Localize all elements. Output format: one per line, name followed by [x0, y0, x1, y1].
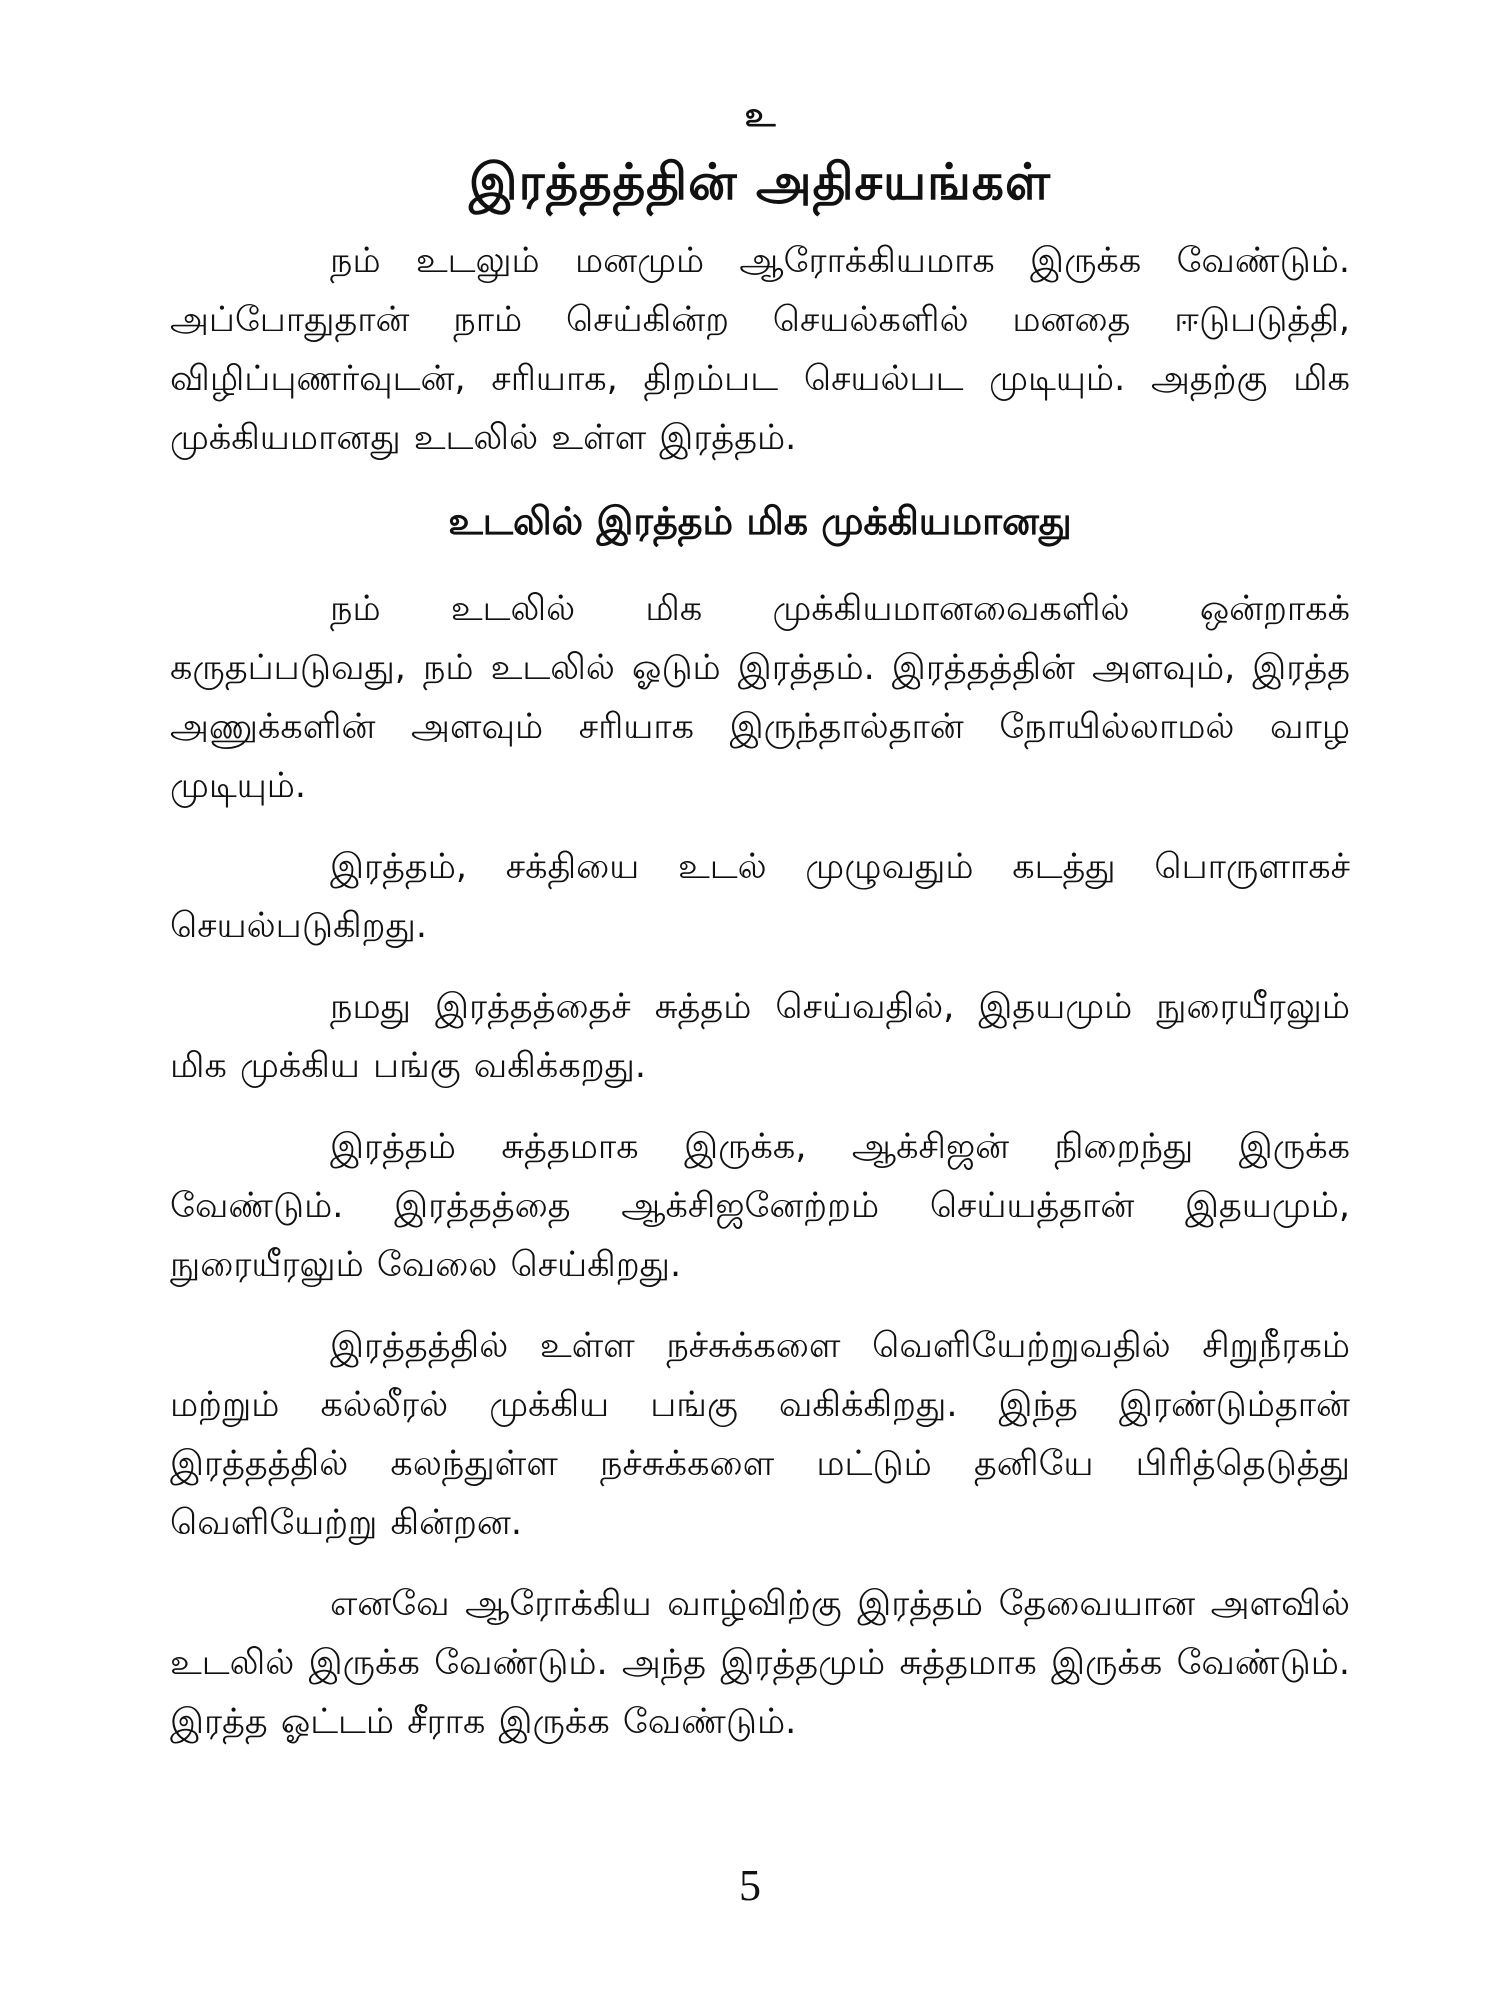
intro-paragraph: நம் உடலும் மனமும் ஆரோக்கியமாக இருக்க வேண்டும். அப்போதுதான் நாம் செய்கின்ற செயல்களில் மனதை ஈடுபடுத்தி, விழிப்புணர்வுடன், சரியாக, திறம்பட செயல்பட முடியும். அதற்கு மிக முக்கியமானது உடலில் உள்ள இரத்தம்.	[170, 241, 1350, 458]
page-number: 5	[739, 1861, 761, 1910]
page-body	[170, 90, 1350, 1774]
paragraph-1: நம் உடலில் மிக முக்கியமானவைகளில் ஒன்றாகக் கருதப்படுவது, நம் உடலில் ஓடும் இரத்தம். இரத்தத்தின் அளவும், இரத்த அணுக்களின் அளவும் சரியாக இருந்தால்தான் நோயில்லாமல் வாழ முடியும்.	[170, 589, 1350, 806]
page-title: இரத்தத்தின் அதிசயங்கள்	[468, 153, 1052, 211]
paragraph-4: இரத்தம் சுத்தமாக இருக்க, ஆக்சிஜன் நிறைந்து இருக்க வேண்டும். இரத்தத்தை ஆக்சிஜனேற்றம் செய்யத்தான் இதயமும், நுரையீரலும் வேலை செய்கிறது.	[170, 1127, 1350, 1285]
section-subtitle: உடலில் இரத்தம் மிக முக்கியமானது	[448, 499, 1072, 543]
paragraph-3: நமது இரத்தத்தைச் சுத்தம் செய்வதில், இதயமும் நுரையீரலும் மிக முக்கிய பங்கு வகிக்கறது.	[170, 987, 1350, 1086]
paragraph-5: இரத்தத்தில் உள்ள நச்சுக்களை வெளியேற்றுவதில் சிறுநீரகம் மற்றும் கல்லீரல் முக்கிய பங்கு வகிக்கிறது. இந்த இரண்டும்தான் இரத்தத்தில் கலந்துள்ள நச்சுக்களை மட்டும் தனியே பிரித்தெடுத்து வெளியேற்று கின்றன.	[170, 1326, 1350, 1543]
paragraph-2: இரத்தம், சக்தியை உடல் முழுவதும் கடத்து பொருளாகச் செயல்படுகிறது.	[170, 847, 1350, 946]
section-mark: உ	[744, 95, 776, 135]
paragraph-6: எனவே ஆரோக்கிய வாழ்விற்கு இரத்தம் தேவையான அளவில் உடலில் இருக்க வேண்டும். அந்த இரத்தமும் சுத்தமாக இருக்க வேண்டும். இரத்த ஓட்டம் சீராக இருக்க வேண்டும்.	[170, 1584, 1350, 1742]
